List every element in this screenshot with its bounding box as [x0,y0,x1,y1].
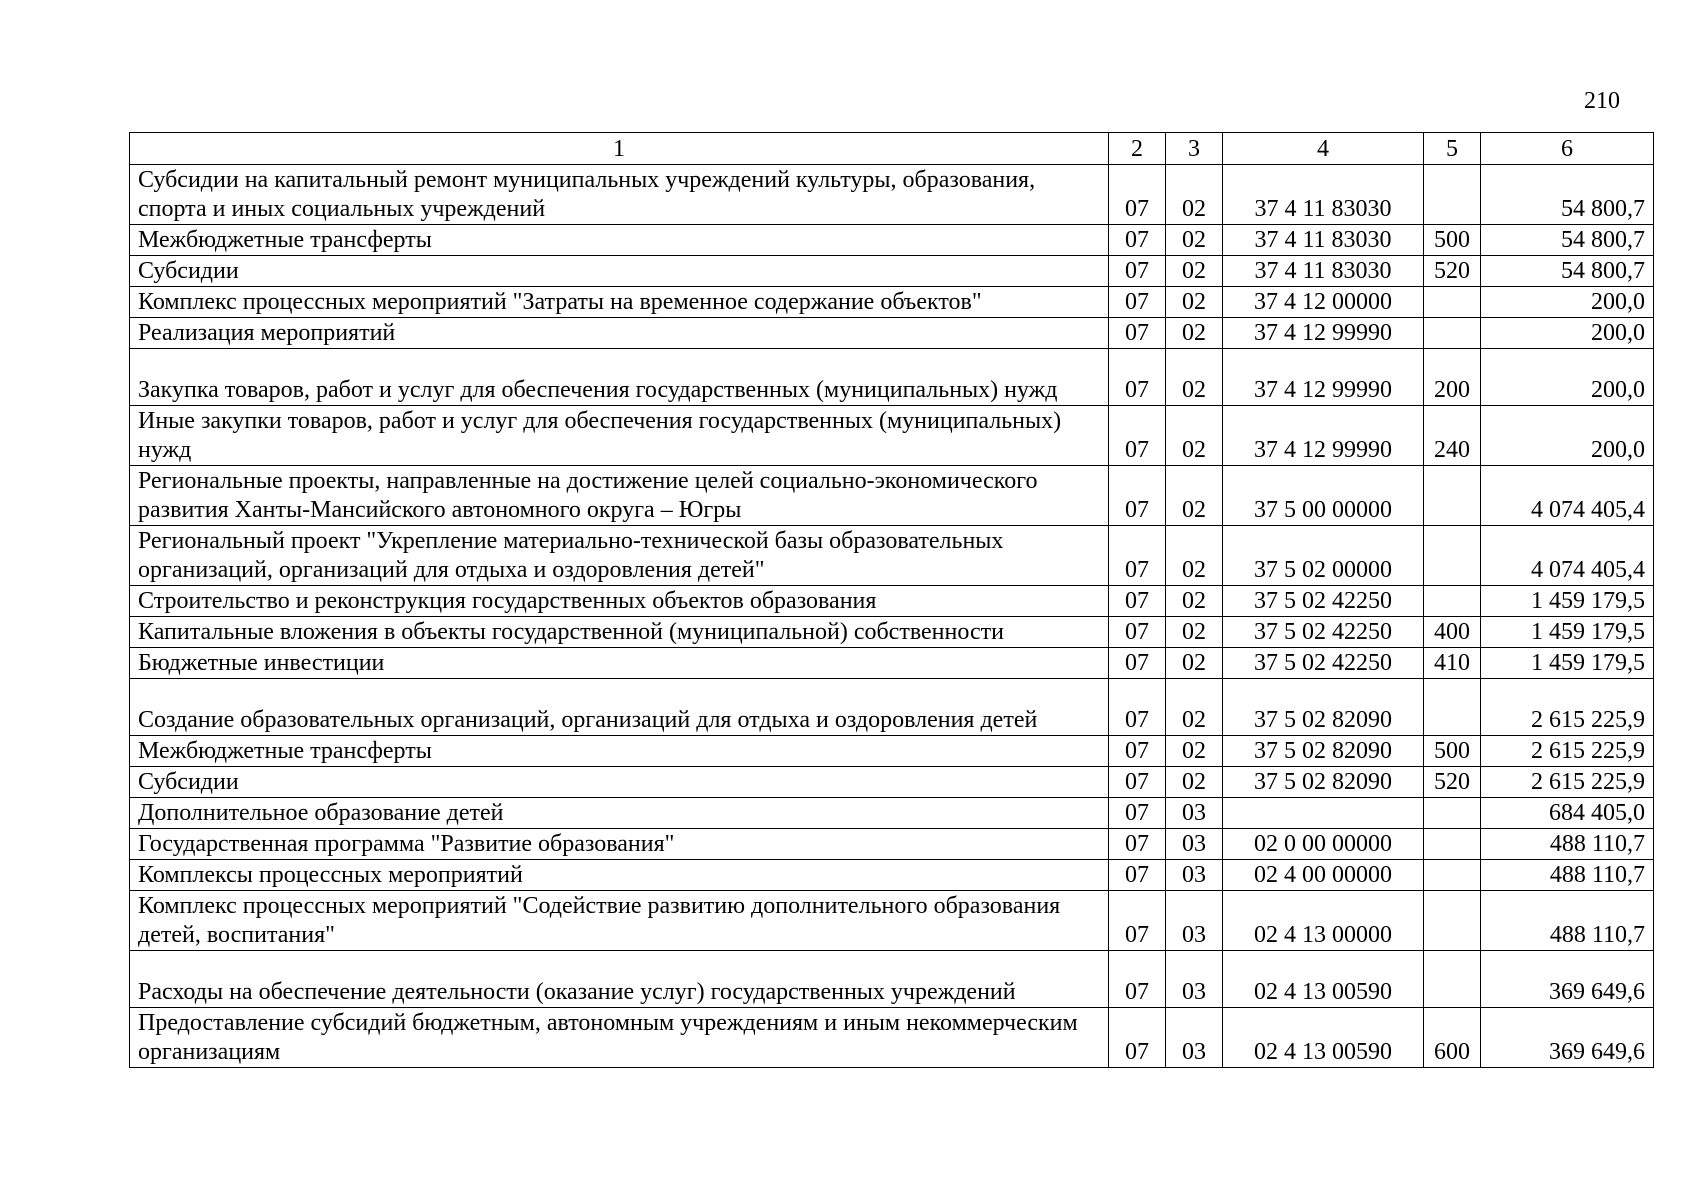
row-section-cell: 07 [1109,1008,1166,1068]
row-name-cell: Субсидии [130,767,1109,798]
row-kind-cell: 240 [1424,406,1481,466]
row-section-cell: 07 [1109,860,1166,891]
row-code-cell: 37 5 02 42250 [1223,586,1424,617]
table-row [130,798,1654,829]
row-kind-cell [1424,318,1481,349]
row-name-cell: Субсидии [130,256,1109,287]
row-section-cell: 07 [1109,891,1166,951]
row-subsection-cell: 02 [1166,466,1223,526]
row-sum-cell: 488 110,7 [1481,829,1654,860]
row-code-cell: 37 4 12 99990 [1223,349,1424,406]
row-subsection-cell: 02 [1166,767,1223,798]
row-subsection-cell: 02 [1166,617,1223,648]
row-section-cell: 07 [1109,165,1166,225]
row-name-cell: Комплексы процессных мероприятий [130,860,1109,891]
row-section-cell: 07 [1109,526,1166,586]
row-section-cell: 07 [1109,406,1166,466]
row-section-cell: 07 [1109,586,1166,617]
row-code-cell: 37 5 02 00000 [1223,526,1424,586]
row-sum-cell: 200,0 [1481,349,1654,406]
row-sum-cell: 54 800,7 [1481,256,1654,287]
table-row [130,860,1654,891]
row-section-cell: 07 [1109,679,1166,736]
row-kind-cell: 400 [1424,617,1481,648]
row-kind-cell [1424,798,1481,829]
row-section-cell: 07 [1109,736,1166,767]
row-name-cell: Межбюджетные трансферты [130,736,1109,767]
row-subsection-cell: 03 [1166,891,1223,951]
table-row [130,767,1654,798]
row-code-cell: 37 4 12 00000 [1223,287,1424,318]
row-sum-cell: 4 074 405,4 [1481,526,1654,586]
row-subsection-cell: 03 [1166,798,1223,829]
table-row [130,829,1654,860]
header-row [130,133,1654,165]
row-code-cell: 02 4 13 00590 [1223,951,1424,1008]
row-code-cell: 02 4 13 00000 [1223,891,1424,951]
row-kind-cell: 410 [1424,648,1481,679]
row-sum-cell: 2 615 225,9 [1481,767,1654,798]
row-section-cell: 07 [1109,225,1166,256]
row-subsection-cell: 02 [1166,349,1223,406]
row-name-cell: Капитальные вложения в объекты государственной (муниципальной) собственности [130,617,1109,648]
row-subsection-cell: 02 [1166,318,1223,349]
row-subsection-cell: 02 [1166,679,1223,736]
row-name-cell: Региональный проект "Укрепление материально-технической базы образовательных организаций, организаций для отдыха и оздоровления детей" [130,526,1109,586]
row-name-cell: Иные закупки товаров, работ и услуг для обеспечения государственных (муниципальных) нужд [130,406,1109,466]
row-sum-cell: 369 649,6 [1481,1008,1654,1068]
row-code-cell: 02 4 00 00000 [1223,860,1424,891]
row-sum-cell: 2 615 225,9 [1481,736,1654,767]
row-name-cell: Реализация мероприятий [130,318,1109,349]
row-code-cell: 37 4 11 83030 [1223,165,1424,225]
row-name-cell: Субсидии на капитальный ремонт муниципальных учреждений культуры, образования, спорта и иных социальных учреждений [130,165,1109,225]
table-row [130,951,1654,1008]
table-row [130,406,1654,466]
row-kind-cell [1424,287,1481,318]
row-code-cell [1223,798,1424,829]
row-subsection-cell: 02 [1166,225,1223,256]
row-name-cell: Закупка товаров, работ и услуг для обеспечения государственных (муниципальных) нужд [130,349,1109,406]
row-code-cell: 37 5 02 42250 [1223,617,1424,648]
row-subsection-cell: 03 [1166,829,1223,860]
table-row [130,586,1654,617]
budget-table [129,132,1654,1068]
row-name-cell: Региональные проекты, направленные на достижение целей социально-экономического развития Ханты-Мансийского автономного округа – Югры [130,466,1109,526]
row-subsection-cell: 02 [1166,648,1223,679]
row-kind-cell [1424,860,1481,891]
row-sum-cell: 488 110,7 [1481,891,1654,951]
row-kind-cell: 520 [1424,767,1481,798]
row-section-cell: 07 [1109,349,1166,406]
row-code-cell: 37 5 02 82090 [1223,767,1424,798]
row-sum-cell: 54 800,7 [1481,165,1654,225]
row-section-cell: 07 [1109,318,1166,349]
row-kind-cell [1424,526,1481,586]
row-kind-cell [1424,951,1481,1008]
row-section-cell: 07 [1109,798,1166,829]
row-section-cell: 07 [1109,767,1166,798]
table-row [130,466,1654,526]
row-name-cell: Создание образовательных организаций, организаций для отдыха и оздоровления детей [130,679,1109,736]
row-subsection-cell: 03 [1166,1008,1223,1068]
row-section-cell: 07 [1109,648,1166,679]
table-row [130,287,1654,318]
row-name-cell: Комплекс процессных мероприятий "Затраты на временное содержание объектов" [130,287,1109,318]
table-row [130,1008,1654,1068]
row-subsection-cell: 03 [1166,951,1223,1008]
row-kind-cell: 520 [1424,256,1481,287]
row-kind-cell [1424,679,1481,736]
table-row [130,256,1654,287]
table-row [130,736,1654,767]
row-section-cell: 07 [1109,466,1166,526]
row-section-cell: 07 [1109,617,1166,648]
row-section-cell: 07 [1109,287,1166,318]
row-subsection-cell: 02 [1166,736,1223,767]
row-kind-cell [1424,165,1481,225]
row-name-cell: Межбюджетные трансферты [130,225,1109,256]
row-code-cell: 37 4 11 83030 [1223,256,1424,287]
row-name-cell: Комплекс процессных мероприятий "Содействие развитию дополнительного образования детей, воспитания" [130,891,1109,951]
row-kind-cell [1424,891,1481,951]
row-name-cell: Дополнительное образование детей [130,798,1109,829]
row-name-cell: Расходы на обеспечение деятельности (оказание услуг) государственных учреждений [130,951,1109,1008]
row-subsection-cell: 02 [1166,406,1223,466]
row-code-cell: 02 0 00 00000 [1223,829,1424,860]
row-sum-cell: 1 459 179,5 [1481,617,1654,648]
row-code-cell: 02 4 13 00590 [1223,1008,1424,1068]
row-sum-cell: 369 649,6 [1481,951,1654,1008]
row-kind-cell [1424,829,1481,860]
row-kind-cell: 500 [1424,225,1481,256]
row-kind-cell: 500 [1424,736,1481,767]
row-subsection-cell: 03 [1166,860,1223,891]
row-kind-cell [1424,586,1481,617]
row-section-cell: 07 [1109,829,1166,860]
row-code-cell: 37 5 02 82090 [1223,736,1424,767]
row-kind-cell [1424,466,1481,526]
row-sum-cell: 4 074 405,4 [1481,466,1654,526]
row-section-cell: 07 [1109,951,1166,1008]
row-code-cell: 37 5 02 42250 [1223,648,1424,679]
row-section-cell: 07 [1109,256,1166,287]
row-name-cell: Предоставление субсидий бюджетным, автономным учреждениям и иным некоммерческим организациям [130,1008,1109,1068]
row-sum-cell: 2 615 225,9 [1481,679,1654,736]
table-row [130,526,1654,586]
row-subsection-cell: 02 [1166,256,1223,287]
row-sum-cell: 200,0 [1481,406,1654,466]
header-cell-4: 4 [1223,133,1424,165]
row-subsection-cell: 02 [1166,165,1223,225]
header-cell-6: 6 [1481,133,1654,165]
row-subsection-cell: 02 [1166,526,1223,586]
table-row [130,318,1654,349]
table-row [130,349,1654,406]
row-sum-cell: 684 405,0 [1481,798,1654,829]
header-cell-1: 1 [130,133,1109,165]
row-sum-cell: 1 459 179,5 [1481,586,1654,617]
table-row [130,648,1654,679]
row-code-cell: 37 4 11 83030 [1223,225,1424,256]
row-sum-cell: 200,0 [1481,318,1654,349]
table-row [130,891,1654,951]
row-sum-cell: 54 800,7 [1481,225,1654,256]
header-cell-5: 5 [1424,133,1481,165]
table-row [130,225,1654,256]
row-code-cell: 37 5 00 00000 [1223,466,1424,526]
page-number: 210 [1584,88,1620,114]
row-sum-cell: 488 110,7 [1481,860,1654,891]
row-code-cell: 37 4 12 99990 [1223,406,1424,466]
row-name-cell: Строительство и реконструкция государственных объектов образования [130,586,1109,617]
row-sum-cell: 200,0 [1481,287,1654,318]
header-cell-3: 3 [1166,133,1223,165]
row-kind-cell: 600 [1424,1008,1481,1068]
table-row [130,679,1654,736]
table-row [130,165,1654,225]
table-row [130,617,1654,648]
row-name-cell: Государственная программа "Развитие образования" [130,829,1109,860]
row-subsection-cell: 02 [1166,287,1223,318]
row-sum-cell: 1 459 179,5 [1481,648,1654,679]
row-code-cell: 37 5 02 82090 [1223,679,1424,736]
header-cell-2: 2 [1109,133,1166,165]
row-code-cell: 37 4 12 99990 [1223,318,1424,349]
row-kind-cell: 200 [1424,349,1481,406]
row-subsection-cell: 02 [1166,586,1223,617]
row-name-cell: Бюджетные инвестиции [130,648,1109,679]
